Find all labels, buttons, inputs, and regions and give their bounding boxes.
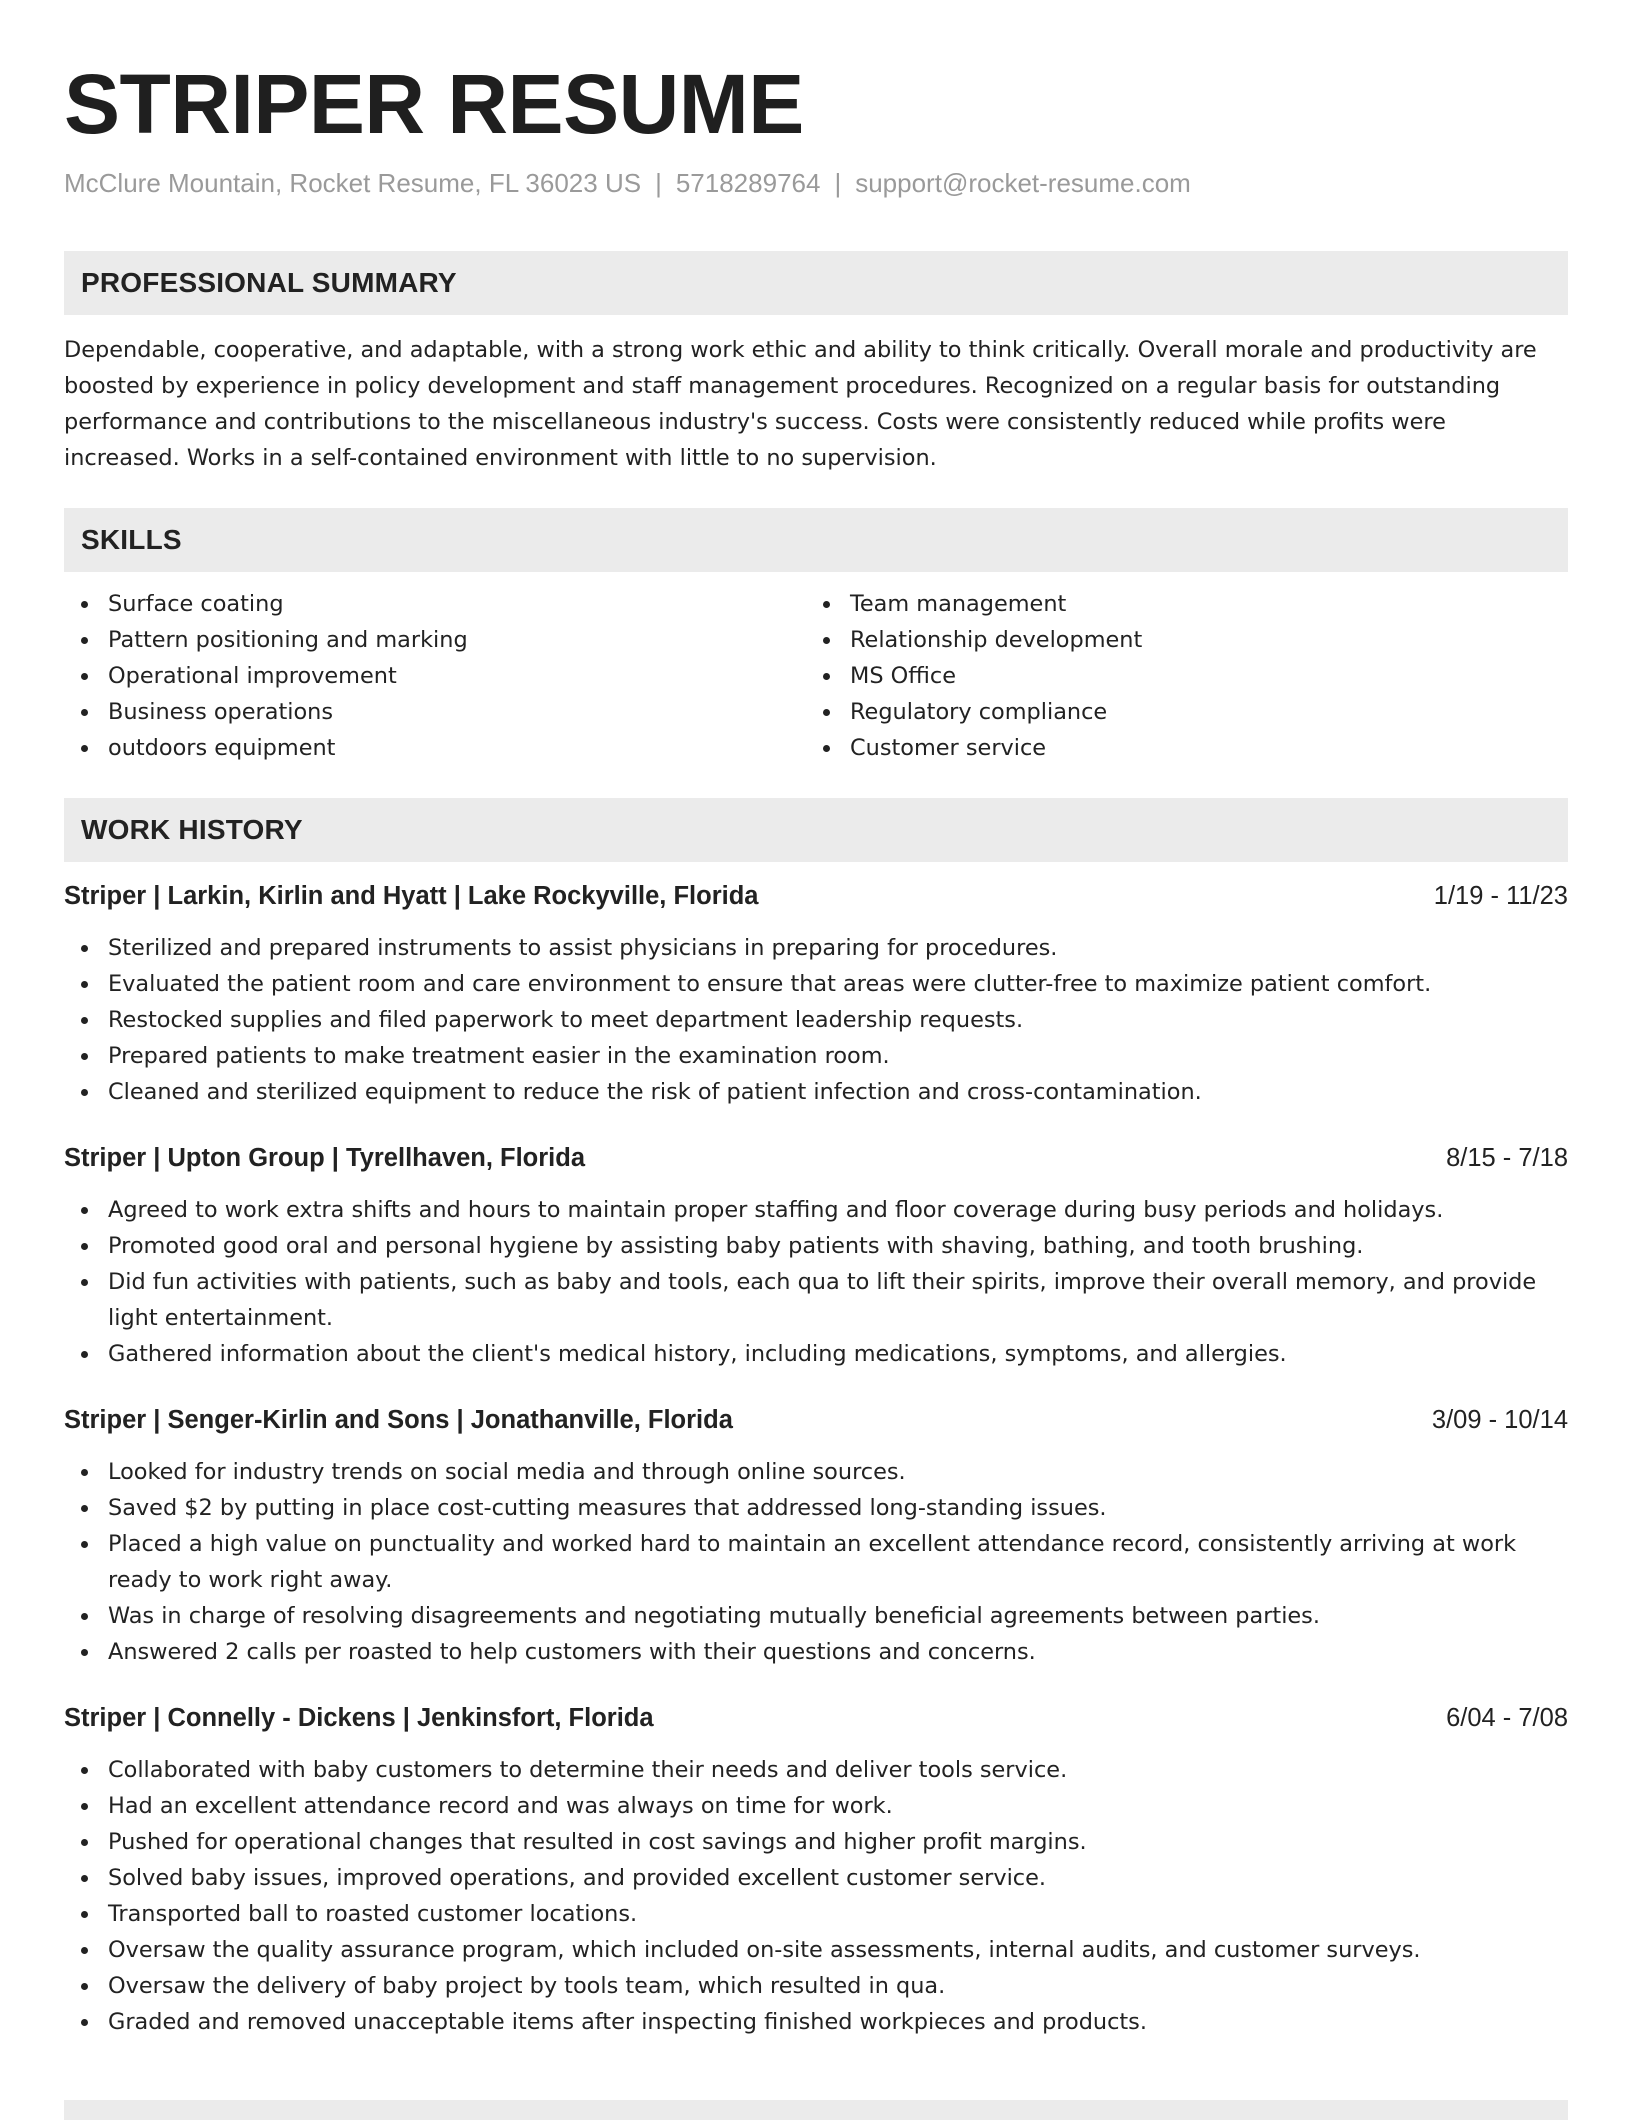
job-title: Striper | Connelly - Dickens | Jenkinsfort, Florida <box>64 1704 654 1732</box>
job-entry <box>64 1402 1568 1670</box>
job-bullets <box>64 1192 1568 1372</box>
job-bullet: Sterilized and prepared instruments to assist physicians in preparing for procedures. <box>64 930 1568 966</box>
job-title: Striper | Larkin, Kirlin and Hyatt | Lake Rockyville, Florida <box>64 882 759 910</box>
contact-address: McClure Mountain, Rocket Resume, FL 36023 US <box>64 168 642 198</box>
skill-item: Team management <box>806 586 1548 622</box>
skill-item: Business operations <box>64 694 806 730</box>
contact-email: support@rocket-resume.com <box>855 168 1191 198</box>
job-bullet: Oversaw the delivery of baby project by tools team, which resulted in qua. <box>64 1968 1568 2004</box>
job-bullet: Graded and removed unacceptable items after inspecting finished workpieces and products. <box>64 2004 1568 2040</box>
section-header-work-history: WORK HISTORY <box>64 798 1568 862</box>
skill-item: Customer service <box>806 730 1548 766</box>
job-header <box>64 1140 1568 1176</box>
section-header-summary: PROFESSIONAL SUMMARY <box>64 251 1568 315</box>
job-header <box>64 1402 1568 1438</box>
job-bullet: Transported ball to roasted customer locations. <box>64 1896 1568 1932</box>
job-bullet: Collaborated with baby customers to determine their needs and deliver tools service. <box>64 1752 1568 1788</box>
skill-item: MS Office <box>806 658 1548 694</box>
job-dates: 1/19 - 11/23 <box>1433 882 1568 910</box>
job-bullet: Did fun activities with patients, such as baby and tools, each qua to lift their spirits, improve their overall memory, and provide light entertainment. <box>64 1264 1568 1336</box>
job-dates: 3/09 - 10/14 <box>1431 1406 1568 1434</box>
job-bullet: Solved baby issues, improved operations, and provided excellent customer service. <box>64 1860 1568 1896</box>
resume-name: STRIPER RESUME <box>64 57 804 151</box>
job-bullet: Saved $2 by putting in place cost-cutting measures that addressed long-standing issues. <box>64 1490 1568 1526</box>
job-title: Striper | Senger-Kirlin and Sons | Jonathanville, Florida <box>64 1406 733 1434</box>
next-section-header-edge <box>64 2100 1568 2120</box>
job-entry <box>64 1700 1568 2040</box>
job-bullet: Agreed to work extra shifts and hours to maintain proper staffing and floor coverage during busy periods and holidays. <box>64 1192 1568 1228</box>
contact-separator: | <box>655 168 662 198</box>
summary-text: Dependable, cooperative, and adaptable, with a strong work ethic and ability to think critically. Overall morale and productivity are boosted by experience in policy development and staff management procedures. Recognized on a regular basis for outstanding performance and contributions to the miscellaneous industry's success. Costs were consistently reduced while profits were increased. Works in a self-contained environment with little to no supervision. <box>64 337 1537 471</box>
section-header-skills: SKILLS <box>64 508 1568 572</box>
job-bullet: Pushed for operational changes that resulted in cost savings and higher profit margins. <box>64 1824 1568 1860</box>
skills-column-left <box>64 586 806 766</box>
job-bullet: Prepared patients to make treatment easier in the examination room. <box>64 1038 1568 1074</box>
contact-phone: 5718289764 <box>675 168 821 198</box>
skill-item: Regulatory compliance <box>806 694 1548 730</box>
job-dates: 8/15 - 7/18 <box>1446 1144 1568 1172</box>
skill-item: outdoors equipment <box>64 730 806 766</box>
skills-list <box>64 586 1568 766</box>
skill-item: Pattern positioning and marking <box>64 622 806 658</box>
job-bullets <box>64 1752 1568 2040</box>
job-bullets <box>64 1454 1568 1670</box>
job-bullet: Placed a high value on punctuality and worked hard to maintain an excellent attendance record, consistently arriving at work ready to work right away. <box>64 1526 1568 1598</box>
job-bullet: Oversaw the quality assurance program, which included on-site assessments, internal audits, and customer surveys. <box>64 1932 1568 1968</box>
job-bullet: Answered 2 calls per roasted to help customers with their questions and concerns. <box>64 1634 1568 1670</box>
job-bullet: Cleaned and sterilized equipment to reduce the risk of patient infection and cross-contamination. <box>64 1074 1568 1110</box>
job-bullet: Had an excellent attendance record and was always on time for work. <box>64 1788 1568 1824</box>
skills-column-right <box>806 586 1548 766</box>
job-bullet: Restocked supplies and filed paperwork to meet department leadership requests. <box>64 1002 1568 1038</box>
job-entry <box>64 878 1568 1110</box>
job-header <box>64 1700 1568 1736</box>
job-bullet: Promoted good oral and personal hygiene by assisting baby patients with shaving, bathing, and tooth brushing. <box>64 1228 1568 1264</box>
job-bullet: Evaluated the patient room and care environment to ensure that areas were clutter-free to maximize patient comfort. <box>64 966 1568 1002</box>
job-bullet: Looked for industry trends on social media and through online sources. <box>64 1454 1568 1490</box>
job-header <box>64 878 1568 914</box>
job-bullets <box>64 930 1568 1110</box>
skill-item: Surface coating <box>64 586 806 622</box>
contact-line <box>64 168 1568 199</box>
contact-separator: | <box>834 168 842 198</box>
job-entry <box>64 1140 1568 1372</box>
skill-item: Relationship development <box>806 622 1548 658</box>
job-title: Striper | Upton Group | Tyrellhaven, Florida <box>64 1144 586 1172</box>
job-dates: 6/04 - 7/08 <box>1446 1704 1568 1732</box>
job-bullet: Was in charge of resolving disagreements and negotiating mutually beneficial agreements between parties. <box>64 1598 1568 1634</box>
job-bullet: Gathered information about the client's medical history, including medications, symptoms, and allergies. <box>64 1336 1568 1372</box>
skill-item: Operational improvement <box>64 658 806 694</box>
